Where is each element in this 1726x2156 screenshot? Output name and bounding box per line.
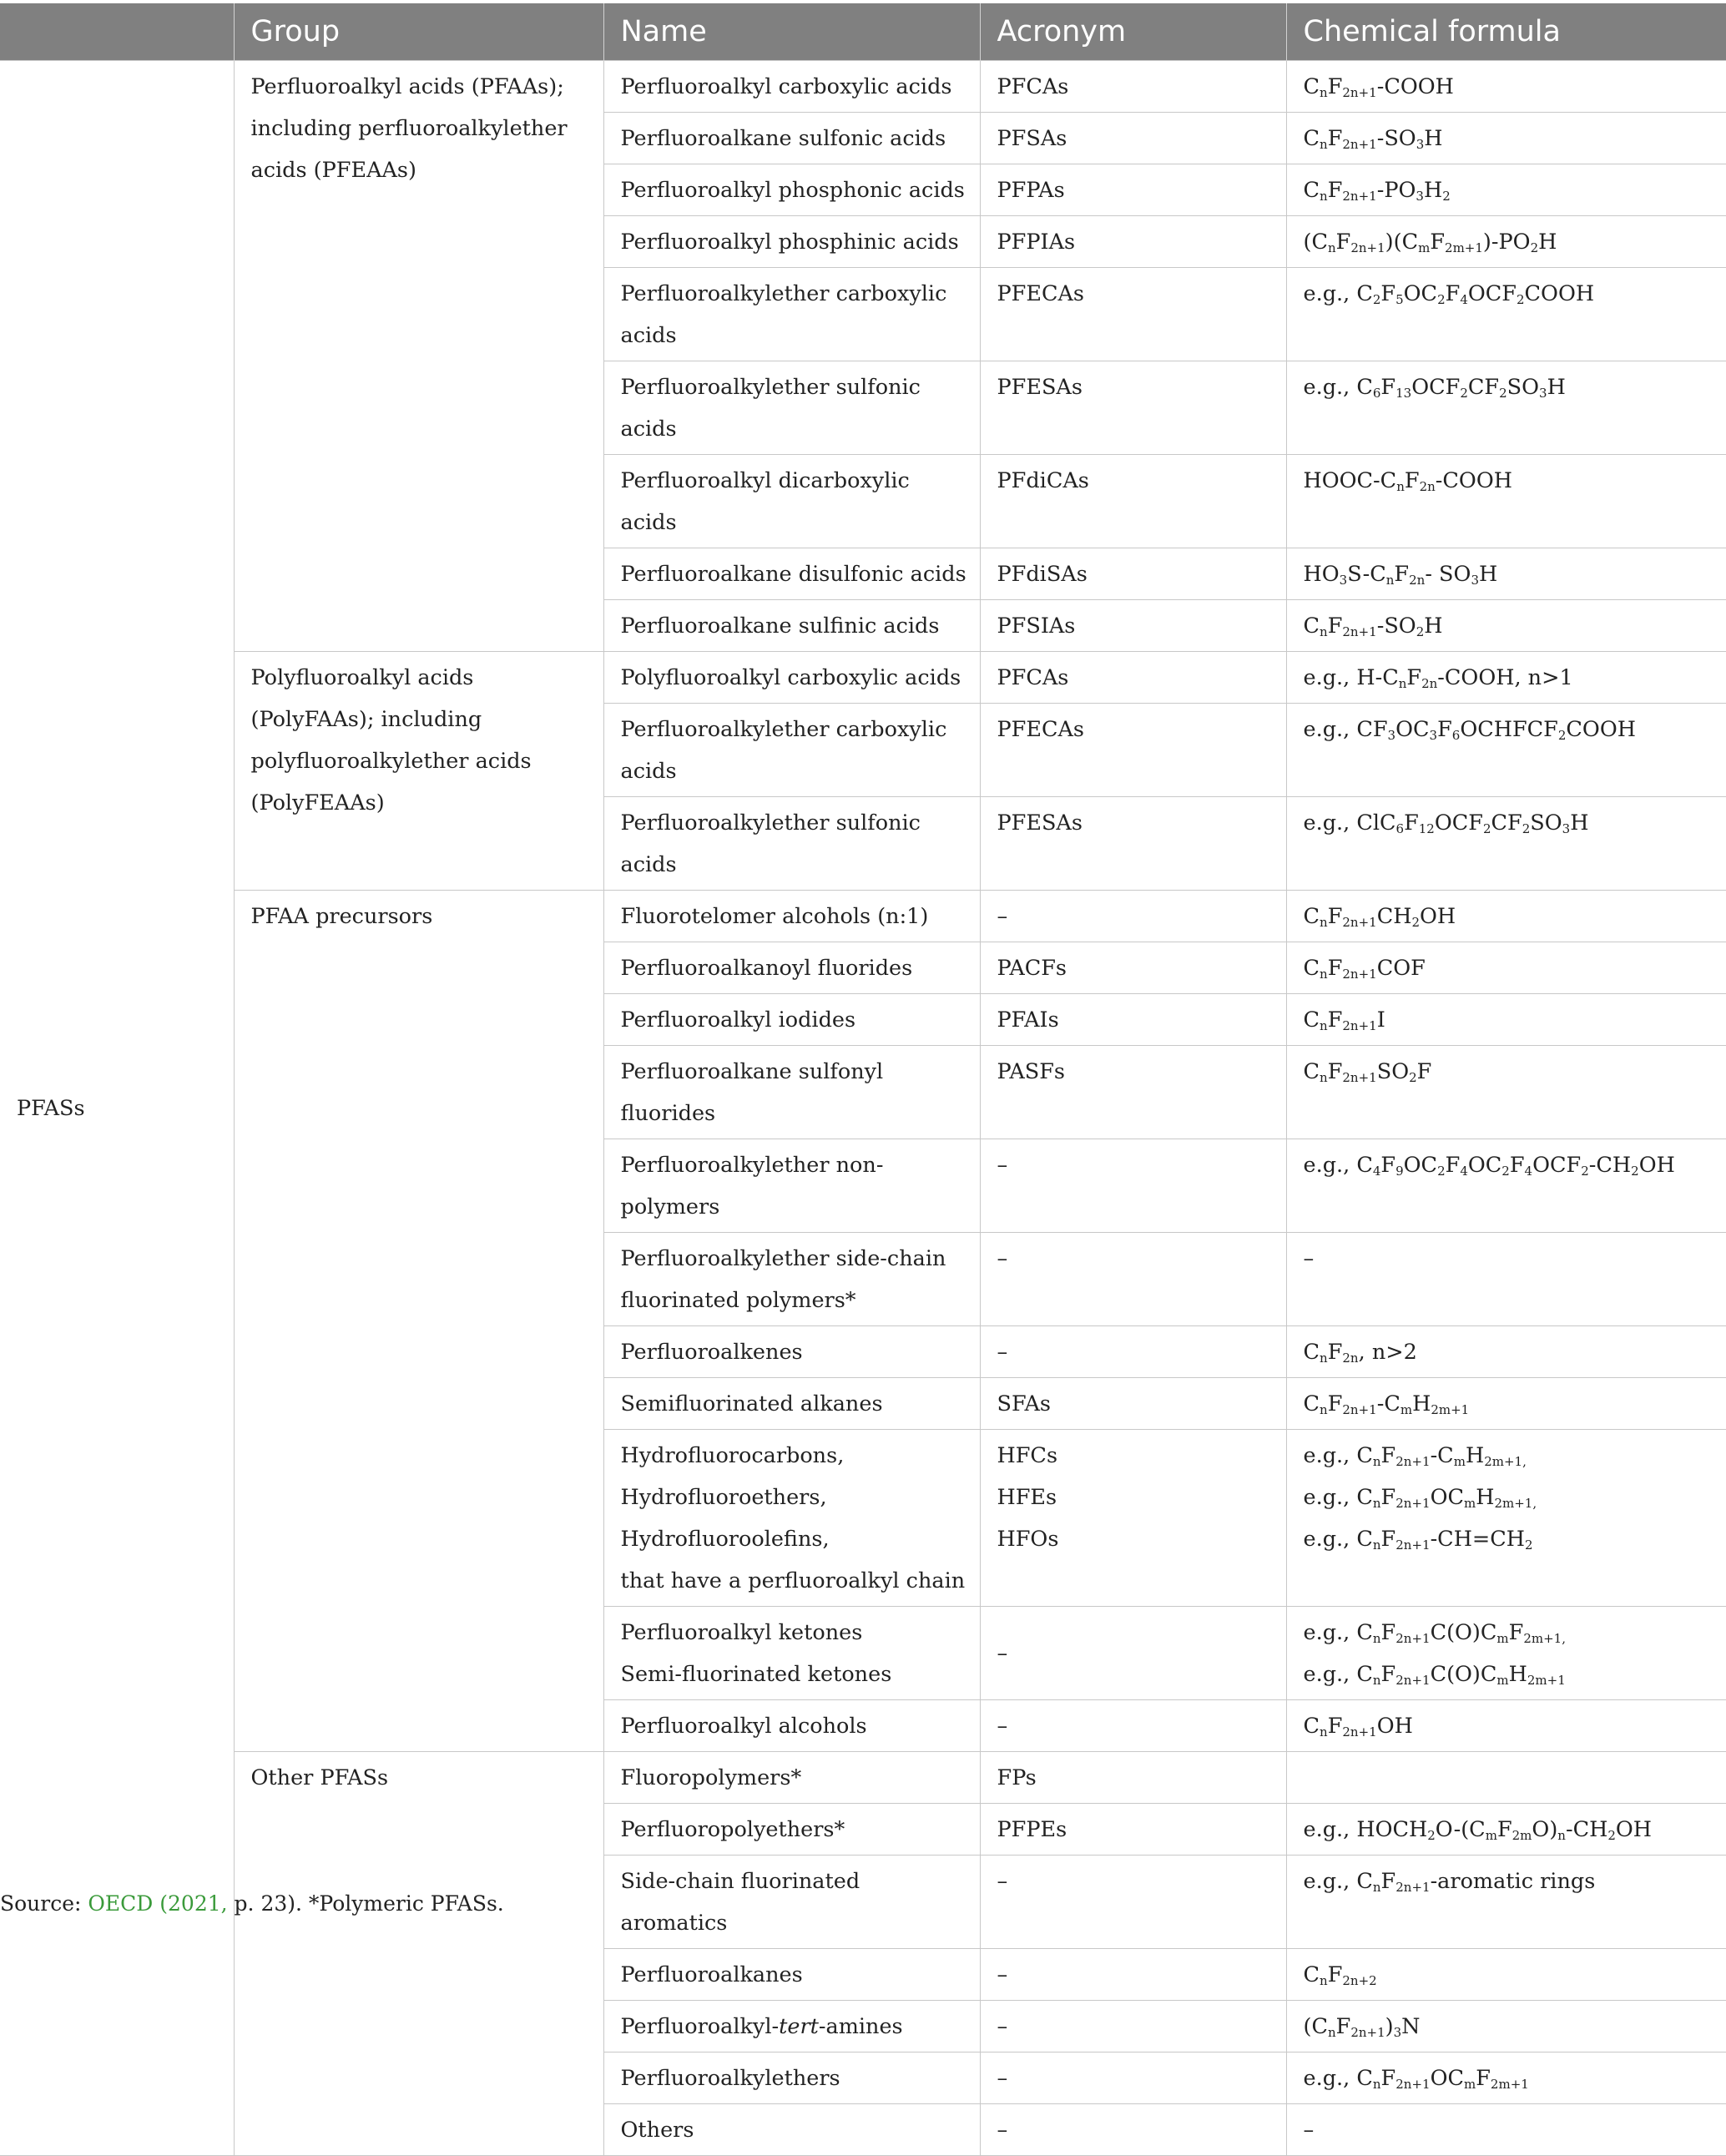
header-acronym: Acronym <box>980 3 1286 61</box>
formula-cell: $C_nF_{2n}$, n>2 <box>1286 1326 1726 1378</box>
table-container <box>0 3 1726 2156</box>
pfas-table <box>0 3 1726 2156</box>
formula-cell: $C_nF_{2n+1}-SO_2H$ <box>1286 600 1726 652</box>
name-cell: Perfluoroalkylether non-polymers <box>603 1139 980 1233</box>
name-cell: Perfluoroalkylether sulfonic acids <box>603 361 980 455</box>
name-cell: Perfluoroalkane disulfonic acids <box>603 548 980 600</box>
formula-cell: – <box>1286 2104 1726 2156</box>
group-cell: PFAA precursors <box>234 891 603 1752</box>
acronym-cell: – <box>980 1949 1286 2001</box>
formula-cell: e.g., $CF_3OC_3F_6OCHFCF_2COOH$ <box>1286 704 1726 797</box>
formula-cell: e.g., $C_4F_9OC_2F_4OC_2F_4OCF_2-CH_2OH$ <box>1286 1139 1726 1233</box>
name-cell: Perfluoroalkyl carboxylic acids <box>603 61 980 113</box>
table-body <box>0 61 1726 2156</box>
formula-cell: e.g., $HOCH_2O-(C_mF_{2m}O)_n-CH_2OH$ <box>1286 1804 1726 1856</box>
acronym-cell: PFdiCAs <box>980 455 1286 548</box>
acronym-cell: PACFs <box>980 942 1286 994</box>
name-cell: Semifluorinated alkanes <box>603 1378 980 1430</box>
name-cell: Perfluoroalkyl iodides <box>603 994 980 1046</box>
header-blank <box>0 3 234 61</box>
table-row <box>0 652 1726 704</box>
formula-cell: e.g., $ClC_6F_{12}OCF_2CF_2SO_3H$ <box>1286 797 1726 891</box>
name-cell: Perfluoroalkyl phosphinic acids <box>603 216 980 268</box>
acronym-cell: HFCs HFEs HFOs <box>980 1430 1286 1607</box>
formula-cell <box>1286 1752 1726 1804</box>
name-cell: Hydrofluorocarbons, Hydrofluoroethers, Hydrofluoroolefins, that have a perfluoroalkyl chain <box>603 1430 980 1607</box>
formula-cell: e.g., $C_nF_{2n+1}$-aromatic rings <box>1286 1856 1726 1949</box>
acronym-cell: PFPEs <box>980 1804 1286 1856</box>
name-cell: Perfluoroalkylethers <box>603 2052 980 2104</box>
acronym-cell: – <box>980 2052 1286 2104</box>
formula-cell: $C_nF_{2n+1}$-COOH <box>1286 61 1726 113</box>
name-cell: Polyfluoroalkyl carboxylic acids <box>603 652 980 704</box>
name-cell: Perfluoroalkanoyl fluorides <box>603 942 980 994</box>
acronym-cell: PFPAs <box>980 164 1286 216</box>
name-cell: Perfluoroalkane sulfinic acids <box>603 600 980 652</box>
name-cell: Perfluoroalkenes <box>603 1326 980 1378</box>
acronym-cell: – <box>980 1856 1286 1949</box>
formula-cell: $C_nF_{2n+1}-SO_3H$ <box>1286 113 1726 164</box>
acronym-cell: PFPIAs <box>980 216 1286 268</box>
formula-cell: e.g., $C_6F_{13}OCF_2CF_2SO_3H$ <box>1286 361 1726 455</box>
acronym-cell: PFECAs <box>980 704 1286 797</box>
group-cell: Other PFASs <box>234 1752 603 2156</box>
acronym-cell: – <box>980 1233 1286 1326</box>
formula-cell: $C_nF_{2n+1}CH_2OH$ <box>1286 891 1726 942</box>
formula-cell: $C_nF_{2n+1}-C_mH_{2m+1}$ <box>1286 1378 1726 1430</box>
acronym-cell: – <box>980 891 1286 942</box>
name-cell: Perfluoroalkane sulfonyl fluorides <box>603 1046 980 1139</box>
formula-cell: $C_nF_{2n+1}SO_2F$ <box>1286 1046 1726 1139</box>
header-formula: Chemical formula <box>1286 3 1726 61</box>
name-cell: Perfluoroalkylether carboxylic acids <box>603 704 980 797</box>
formula-cell: $(C_nF_{2n+1})(C_mF_{2m+1})-PO_2H$ <box>1286 216 1726 268</box>
name-cell: Perfluoroalkyl ketones Semi-fluorinated ketones <box>603 1607 980 1700</box>
table-row <box>0 61 1726 113</box>
source-link[interactable]: OECD (2021, <box>88 1891 228 1916</box>
name-cell: Perfluoroalkyl phosphonic acids <box>603 164 980 216</box>
source-note <box>0 1891 504 1916</box>
acronym-cell: PFCAs <box>980 61 1286 113</box>
name-cell: Perfluoroalkylether carboxylic acids <box>603 268 980 361</box>
name-cell: Perfluoroalkyl alcohols <box>603 1700 980 1752</box>
header-name: Name <box>603 3 980 61</box>
formula-cell: – <box>1286 1233 1726 1326</box>
header-row <box>0 3 1726 61</box>
acronym-cell: PFSAs <box>980 113 1286 164</box>
name-cell: Perfluoroalkyl dicarboxylic acids <box>603 455 980 548</box>
formula-cell: e.g., $C_nF_{2n+1}OC_mF_{2m+1}$ <box>1286 2052 1726 2104</box>
formula-cell: HOOC-$C_nF_{2n}$-COOH <box>1286 455 1726 548</box>
name-cell: Fluoropolymers* <box>603 1752 980 1804</box>
name-cell: Perfluoroalkane sulfonic acids <box>603 113 980 164</box>
name-cell: Perfluoropolyethers* <box>603 1804 980 1856</box>
name-cell: Perfluoroalkylether side-chain fluorinated polymers* <box>603 1233 980 1326</box>
formula-cell: $C_nF_{2n+1}I$ <box>1286 994 1726 1046</box>
acronym-cell: FPs <box>980 1752 1286 1804</box>
formula-cell: e.g., $C_nF_{2n+1}-C_mH_{2m+1,}$ e.g., $C_nF_{2n+1}OC_mH_{2m+1,}$ e.g., $C_nF_{2n+1}-CH=CH_2$ <box>1286 1430 1726 1607</box>
formula-cell: e.g., $C_nF_{2n+1}C(O)C_mF_{2m+1,}$ e.g., $C_nF_{2n+1}C(O)C_mH_{2m+1}$ <box>1286 1607 1726 1700</box>
formula-cell: e.g., $H-C_nF_{2n}$-COOH, n>1 <box>1286 652 1726 704</box>
acronym-cell: – <box>980 2104 1286 2156</box>
formula-cell: $HO_3S-C_nF_{2n}-$ $SO_3H$ <box>1286 548 1726 600</box>
table-row <box>0 891 1726 942</box>
formula-cell: e.g., $C_2F_5OC_2F_4OCF_2COOH$ <box>1286 268 1726 361</box>
formula-cell: $C_nF_{2n+1}-PO_3H_2$ <box>1286 164 1726 216</box>
acronym-cell: PFECAs <box>980 268 1286 361</box>
acronym-cell: PFESAs <box>980 361 1286 455</box>
formula-cell: $C_nF_{2n+1}COF$ <box>1286 942 1726 994</box>
source-prefix: Source: <box>0 1891 88 1916</box>
header-group: Group <box>234 3 603 61</box>
name-cell: Perfluoroalkyl-tert-amines <box>603 2001 980 2052</box>
acronym-cell: PASFs <box>980 1046 1286 1139</box>
acronym-cell: – <box>980 1700 1286 1752</box>
source-suffix: p. 23). *Polymeric PFASs. <box>227 1891 504 1916</box>
acronym-cell: PFdiSAs <box>980 548 1286 600</box>
name-cell: Others <box>603 2104 980 2156</box>
formula-cell: $C_nF_{2n+1}OH$ <box>1286 1700 1726 1752</box>
name-cell: Perfluoroalkanes <box>603 1949 980 2001</box>
top-group-cell: PFASs <box>0 61 234 2156</box>
acronym-cell: PFSIAs <box>980 600 1286 652</box>
acronym-cell: – <box>980 2001 1286 2052</box>
acronym-cell: PFESAs <box>980 797 1286 891</box>
name-cell: Side-chain fluorinated aromatics <box>603 1856 980 1949</box>
acronym-cell: SFAs <box>980 1378 1286 1430</box>
group-cell: Polyfluoroalkyl acids (PolyFAAs); including polyfluoroalkylether acids (PolyFEAAs) <box>234 652 603 891</box>
name-cell: Fluorotelomer alcohols (n:1) <box>603 891 980 942</box>
acronym-cell: – <box>980 1139 1286 1233</box>
table-row <box>0 1752 1726 1804</box>
formula-cell: $(C_nF_{2n+1})_3N$ <box>1286 2001 1726 2052</box>
formula-cell: $C_nF_{2n+2}$ <box>1286 1949 1726 2001</box>
acronym-cell: – <box>980 1607 1286 1700</box>
acronym-cell: PFAIs <box>980 994 1286 1046</box>
group-cell: Perfluoroalkyl acids (PFAAs); including perfluoroalkylether acids (PFEAAs) <box>234 61 603 652</box>
acronym-cell: PFCAs <box>980 652 1286 704</box>
acronym-cell: – <box>980 1326 1286 1378</box>
name-cell: Perfluoroalkylether sulfonic acids <box>603 797 980 891</box>
